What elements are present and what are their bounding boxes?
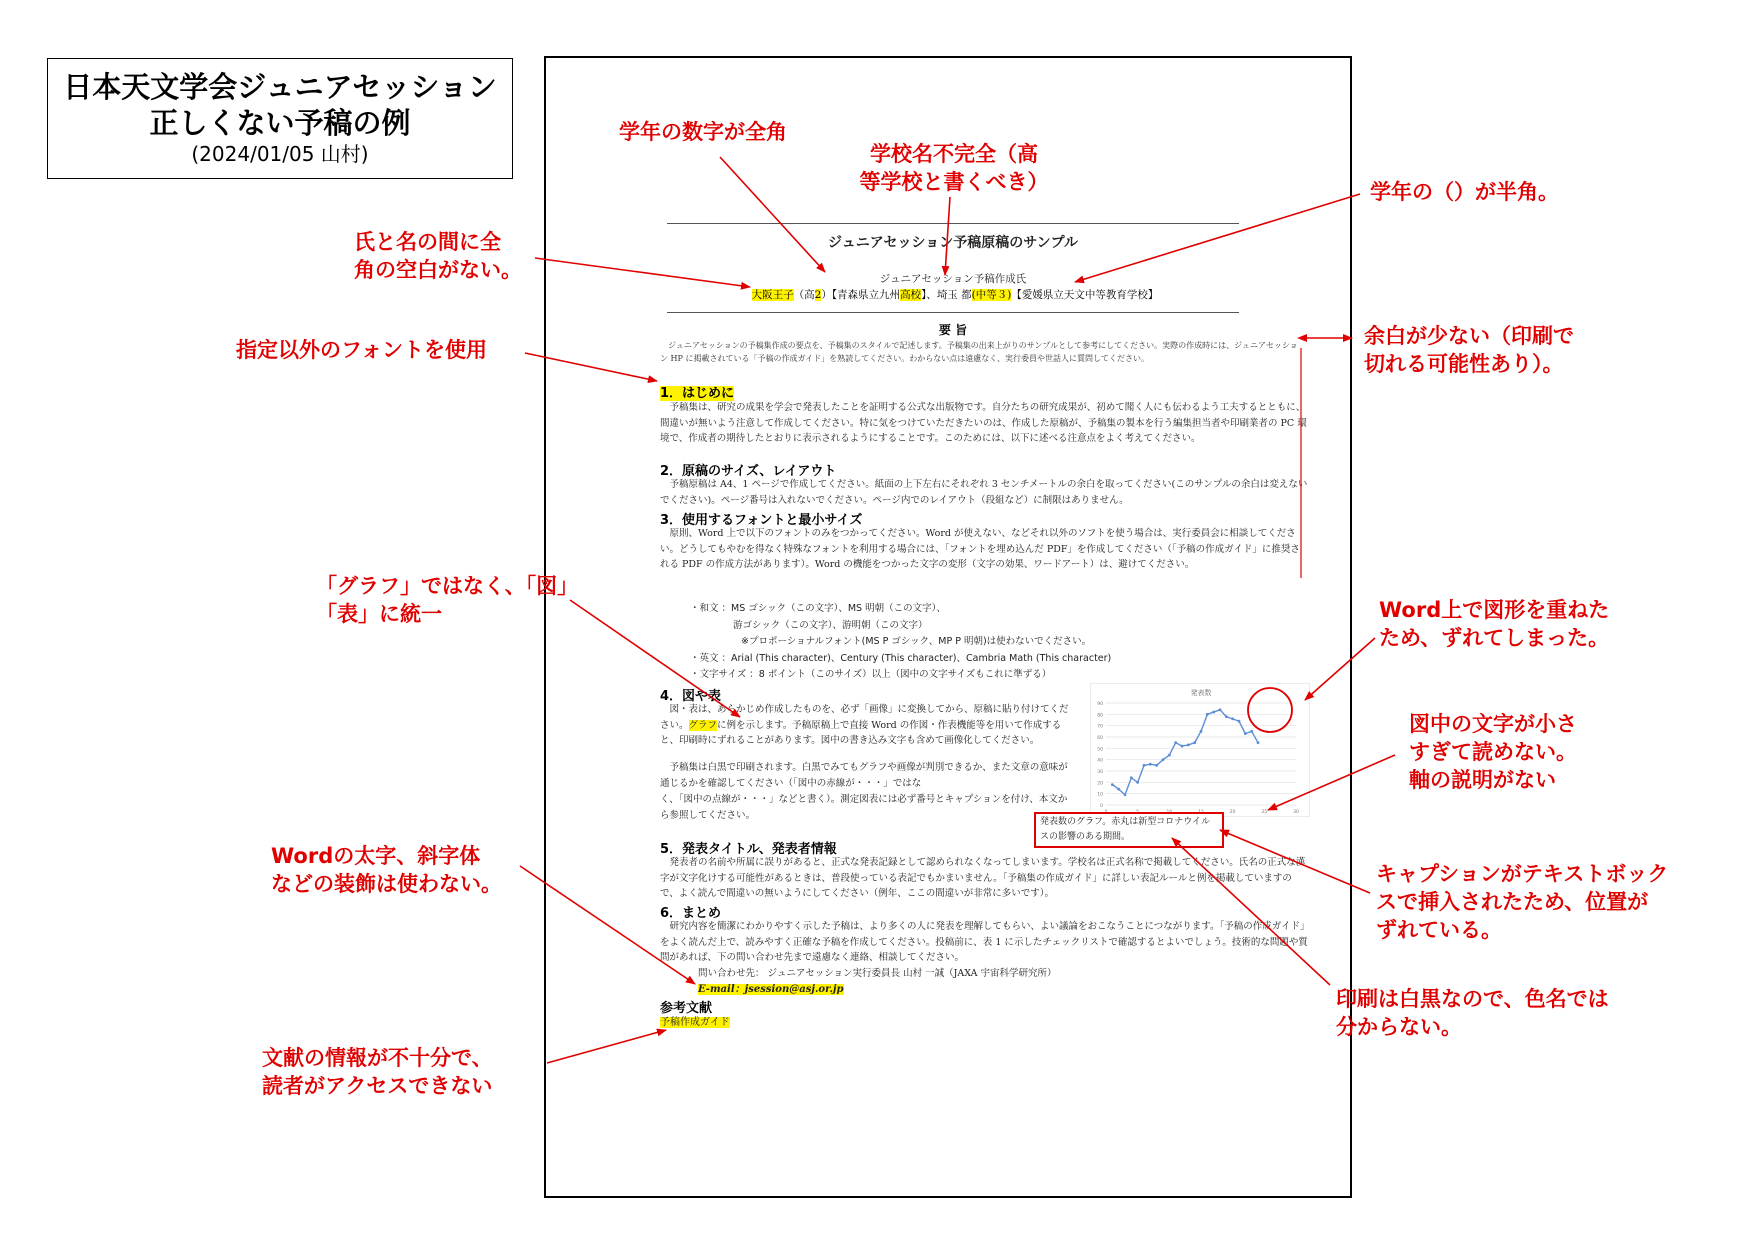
ref-item-text: 予稿作成ガイド <box>660 1017 730 1028</box>
font-list-item: ※プロポーショナルフォント(MS P ゴシック、MP P 明朝)は使わないでください。 <box>741 636 1092 647</box>
chart-point <box>1181 745 1184 748</box>
annotation-margin <box>1364 322 1574 378</box>
chart-point <box>1244 732 1247 735</box>
figure-caption: 発表数のグラフ。赤丸は新型コロナウイルスの影響のある期間。 <box>1034 812 1224 848</box>
annotation-line: Word上で図形を重ねた <box>1379 598 1610 622</box>
font-list-item: 游ゴシック（この文字）、游明朝（この文字） <box>733 619 928 631</box>
annotation-line: 「表」に統一 <box>316 602 442 626</box>
s4-text-1 <box>660 702 1072 749</box>
email-text: E-mail：jsession@asj.or.jp <box>698 984 844 995</box>
font-list-item: ・文字サイズ ：8 ポイント（このサイズ）以上（図中の文字サイズもこれに準ずる） <box>690 669 1052 680</box>
chart-ytick-label: 0 <box>1100 804 1103 809</box>
annotation-school-name <box>856 140 1052 196</box>
chart-point <box>1231 717 1234 720</box>
chart-point <box>1117 788 1120 791</box>
chart-point <box>1130 776 1133 779</box>
annotation-bold-italic <box>271 842 502 898</box>
s5-heading: 5．発表タイトル、発表者情報 <box>660 842 837 857</box>
title-line2: 正しくない予稿の例 <box>149 106 411 140</box>
chart-point <box>1238 720 1241 723</box>
title-date: (2024/01/05 山村) <box>191 142 369 166</box>
annotation-line: 切れる可能性あり）。 <box>1364 352 1564 376</box>
s1-heading <box>660 382 734 401</box>
s2-text: 予稿原稿は A4、1 ページで作成してください。紙面の上下左右にそれぞれ 3 センチメートルの余白を取ってください(このサンプルの余白は変えないでください)。ページ番号は入れないでください。ページ内でのレイアウト（段組など）に制限はありません。 <box>660 479 1308 506</box>
chart-point <box>1143 764 1146 767</box>
annotation-shape-shift <box>1379 596 1609 652</box>
annotation-line: ずれている。 <box>1376 918 1502 942</box>
s4-text-b: に例を示します。予稿原稿上で直接 Word の作図・作表機能等を用いて作成すると、印刷時にずれることがあります。図中の書き込み文字も含めて画像化してください。 <box>660 719 1062 746</box>
chart-point <box>1162 758 1165 761</box>
chart-ytick-label: 60 <box>1097 736 1103 741</box>
chart-ytick-label: 20 <box>1097 781 1103 787</box>
annotation-line: Wordの太字、斜字体 <box>271 844 481 868</box>
chart-point <box>1257 741 1260 744</box>
annotation-line: 文献の情報が不十分で、 <box>262 1046 493 1070</box>
s6-heading: 6．まとめ <box>660 906 722 921</box>
chart-point <box>1193 741 1196 744</box>
annotation-line: ため、ずれてしまった。 <box>1379 626 1610 650</box>
annotation-line: 分からない。 <box>1336 1015 1462 1039</box>
font-list-item: ・和文 ：MS ゴシック（この文字）、MS 明朝（この文字）、 <box>690 603 946 614</box>
author-label: ジュニアセッション予稿作成氏 <box>879 273 1027 285</box>
author-rule <box>667 312 1239 313</box>
chart-xtick-label: 30 <box>1293 810 1299 815</box>
author1-school-c: 】、 <box>921 289 937 301</box>
chart-point <box>1200 730 1203 733</box>
annotation-line: 軸の説明がない <box>1409 768 1556 792</box>
chart-xtick-label: 25 <box>1261 810 1268 815</box>
annotation-line: 角の空白がない。 <box>354 258 522 282</box>
contact: 問い合わせ先： ジュニアセッション実行委員長 山村 一誠（JAXA 宇宙科学研究所） <box>698 968 1057 979</box>
s4-text-d: く、「図中の点線が・・・」などと書く）。測定図表には必ず番号とキャプションを付け、本文から参照してください。 <box>660 794 1068 821</box>
annotation-line: 図中の文字が小さ <box>1409 712 1577 736</box>
chart-point <box>1250 730 1253 733</box>
annotation-line: 印刷は白黒なので、色名では <box>1336 987 1609 1011</box>
author1-school-b: 高校 <box>900 289 922 301</box>
s6-text: 研究内容を簡潔にわかりやすく示した予稿は、より多くの人に発表を理解してもらい、よい議論をおこなうことにつながります。「予稿の作成ガイド」をよく読んだ上で、読みやすく正確な予稿を作成してください。投稿前に、表 1 に示したチェックリストで確認するとよいでしょう。技術的な問題や質問があれば、下の問い合わせ先まで遠慮なく連絡、相談してください。 <box>660 921 1308 963</box>
chart-ytick-label: 50 <box>1097 747 1103 753</box>
author2-grade: (中等３) <box>971 289 1012 301</box>
annotation-line: スで挿入されたため、位置が <box>1376 890 1649 914</box>
s3-text: 原則、Word 上で以下のフォントのみをつかってください。Word が使えない、などそれ以外のソフトを使う場合は、実行委員会に相談してください。どうしてもやむを得なく特殊なフォントを利用する場合には、「フォントを埋め込んだ PDF」を作成してください（「予稿の作成ガイド」に推奨される PDF の作成方法があります）。Word の機能をつかった文字の変形（文字の効果、ワードアート）は、避けてください。 <box>660 528 1300 570</box>
chart-point <box>1168 754 1171 757</box>
author1-grade-close: ） <box>821 289 832 301</box>
annotation-line: 学校名不完全（高 <box>870 142 1038 166</box>
s4-text-a: 図・表は、あらかじめ作成したものを、必ず「画像」に変換してから、原稿に貼り付けてください。 <box>660 704 1069 731</box>
s1-text: 予稿集は、研究の成果を学会で発表したことを証明する公式な出版物です。自分たちの研究成果が、初めて聞く人にも伝わるよう工夫するとともに、間違いが無いよう注意して作成してください。特に気をつけていただきたいのは、作成した原稿が、予稿集の製本を行う編集担当者や印刷業者の PC 環境で、作成者の期待したとおりに表示されるようにすることです。このためには、以下に述べる注意点をよく考えてください。 <box>660 402 1307 444</box>
abstract-text: ジュニアセッションの予稿集作成の要点を、予稿集のスタイルで記述します。予稿集の出来上がりのサンプルとして参考にしてください。実際の作成時には、ジュニアセッション HP に掲載されている「予稿の作成ガイド」を熟読してください。わからない点は遠慮なく、実行委員や世話人に質問してください。 <box>660 341 1298 363</box>
annotation-line: 氏と名の間に全 <box>354 230 501 254</box>
chart-point <box>1225 715 1228 718</box>
annotation-reference <box>262 1044 493 1100</box>
annotation-graph-word <box>316 572 578 628</box>
chart-ytick-label: 90 <box>1097 702 1103 707</box>
chart-xtick-label: 20 <box>1229 810 1236 815</box>
chart-title: 発表数 <box>1190 689 1212 697</box>
chart-point <box>1111 783 1114 786</box>
chart-point <box>1212 711 1215 714</box>
title-box <box>47 58 513 179</box>
chart-point <box>1149 763 1152 766</box>
chart-point <box>1219 708 1222 711</box>
s1-heading-text: 1．はじめに <box>660 386 735 401</box>
chart-point <box>1155 764 1158 767</box>
chart-point <box>1187 744 1190 747</box>
annotation-line: キャプションがテキストボック <box>1376 862 1669 886</box>
annotation-line: 「グラフ」ではなく、「図」 <box>316 574 579 598</box>
chart-ytick-label: 10 <box>1097 792 1103 798</box>
chart-point <box>1124 793 1127 796</box>
author1-grade-open: （高 <box>793 289 815 301</box>
annotation-name-space <box>354 228 522 284</box>
author1-grade-num: 2 <box>814 289 822 301</box>
s5-text: 発表者の名前や所属に誤りがあると、正式な発表記録として認められなくなってしまいます。学校名は正式名称で掲載してください。氏名の正式な漢字が文字化けする可能性があるときは、普段使っている表記でもかまいません。「予稿集の作成ガイド」に詳しい表記ルールと例を掲載していますので、よく読んで間違いの無いようにしてください（例年、ここの間違いが非常に多いです）。 <box>660 857 1306 899</box>
font-list-item: ・英文 ：Arial (This character)、Century (This character)、Cambria Math (This character) <box>690 652 1112 664</box>
annotation-grade-number: 学年の数字が全角 <box>619 120 787 144</box>
annotation-small-text <box>1409 710 1577 794</box>
doc-title: ジュニアセッション予稿原稿のサンプル <box>827 235 1079 251</box>
chart-ytick-label: 70 <box>1097 724 1103 730</box>
annotation-caption <box>1376 860 1668 944</box>
annotation-color-name <box>1336 985 1609 1041</box>
author2-school: 【愛媛県立天文中等教育学校】 <box>1011 289 1159 301</box>
chart-ytick-label: 80 <box>1097 713 1103 719</box>
author-line <box>640 287 1270 302</box>
s4-graph-word: グラフ <box>688 719 718 731</box>
author1-name: 大阪王子 <box>751 289 794 301</box>
annotation-line: すぎて読めない。 <box>1409 740 1577 764</box>
abstract-heading: 要 旨 <box>938 323 968 337</box>
chart-point <box>1206 713 1209 716</box>
title-line1: 日本天文学会ジュニアセッション <box>63 70 497 104</box>
top-rule <box>667 223 1239 224</box>
chart-point <box>1174 741 1177 744</box>
s4-text-c: 予稿集は白黒で印刷されます。白黒でみてもグラフや画像が判別できるか、また文章の意味が通じるかを確認してください（「図中の赤線が・・・」ではな <box>660 762 1068 789</box>
annotation-line: などの装飾は使わない。 <box>271 872 502 896</box>
s3-heading: 3．使用するフォントと最小サイズ <box>660 513 863 528</box>
ref-item <box>660 1013 730 1028</box>
font-list <box>690 601 1210 684</box>
author2-name: 埼玉 都 <box>936 289 972 301</box>
annotation-grade-paren: 学年の（）が半角。 <box>1370 180 1559 204</box>
chart-ytick-label: 30 <box>1097 770 1103 775</box>
annotation-font: 指定以外のフォントを使用 <box>236 338 487 362</box>
s2-heading: 2．原稿のサイズ、レイアウト <box>660 464 837 479</box>
annotation-line: 読者がアクセスできない <box>262 1074 493 1098</box>
author1-school-a: 【青森県立九州 <box>831 289 901 301</box>
ref-heading: 参考文献 <box>660 1001 713 1016</box>
s4-heading: 4．図や表 <box>660 689 722 704</box>
chart-point <box>1136 781 1139 784</box>
annotation-line: 余白が少ない（印刷で <box>1364 324 1574 348</box>
email <box>698 980 844 995</box>
chart-ytick-label: 40 <box>1097 758 1103 764</box>
annotation-line: 等学校と書くべき） <box>859 170 1049 194</box>
chart-graph <box>1090 683 1310 817</box>
